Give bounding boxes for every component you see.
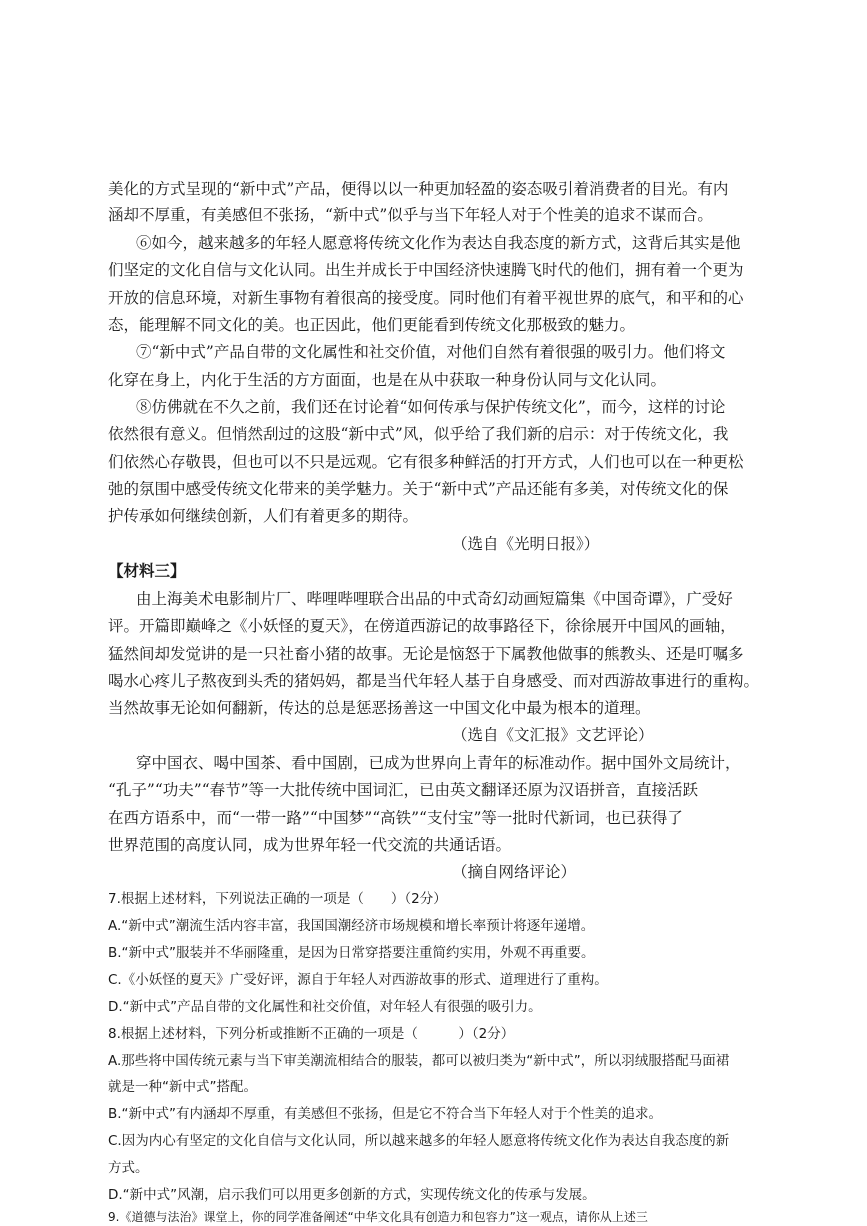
material2-line-1: 美化的方式呈现的“新中式”产品，便得以以一种更加轻盈的姿态吸引着消费者的目光。有内 [108,180,729,198]
question-8-option-c-line-2: 方式。 [108,1160,149,1176]
material2-line-6: 态，能理解不同文化的美。也正因此，他们更能看到传统文化那极致的魅力。 [108,316,636,334]
material2-line-2: 涵却不厚重，有美感但不张扬，“新中式”似乎与当下年轻人对于个性美的追求不谋而合。 [108,206,713,224]
material3-p1-line-4: 喝水心疼儿子熬夜到头秃的猪妈妈，都是当代年轻人基于自身感受、而对西游故事进行的重构。 [108,672,760,690]
question-9-stem-line-1: 9.《道德与法治》课堂上，你的同学准备阐述“中华文化具有创造力和包容力”这一观点，请你从上述三 [108,1210,648,1224]
question-8-option-c-line-1: C.因为内心有坚定的文化自信与文化认同，所以越来越多的年轻人愿意将传统文化作为表达自我态度的新 [108,1133,730,1149]
material2-line-5: 开放的信息环境，对新生事物有着很高的接受度。同时他们有着平视世界的底气，和平和的心 [108,289,744,307]
material2-line-12: 弛的氛围中感受传统文化带来的美学魅力。关于“新中式”产品还能有多美，对传统文化的保 [108,480,729,498]
question-7-option-a: A.“新中式”潮流生活内容丰富，我国国潮经济市场规模和增长率预计将逐年递增。 [108,918,595,934]
material3-p2-line-1: 穿中国衣、喝中国茶、看中国剧，已成为世界向上青年的标准动作。据中国外文局统计， [136,754,741,772]
material2-line-8: 化穿在身上，内化于生活的方方面面，也是在从中获取一种身份认同与文化认同。 [108,371,667,389]
material2-line-10: 依然很有意义。但悄然刮过的这股“新中式”风，似乎给了我们新的启示：对于传统文化，我 [108,425,729,443]
question-7-stem: 7.根据上述材料，下列说法正确的一项是（ ）（2分） [108,891,447,907]
material2-line-13: 护传承如何继续创新，人们有着更多的期待。 [108,507,419,525]
question-7-option-d: D.“新中式”产品自带的文化属性和社交价值，对年轻人有很强的吸引力。 [108,999,542,1015]
material2-source: （选自《光明日报》） [452,535,600,553]
question-8-stem: 8.根据上述材料，下列分析或推断不正确的一项是（ ）（2分） [108,1026,515,1042]
question-8-option-a-line-2: 就是一种“新中式”搭配。 [108,1079,257,1095]
material2-line-3: ⑥如今，越来越多的年轻人愿意将传统文化作为表达自我态度的新方式，这背后其实是他 [136,234,741,252]
question-8-option-a-line-1: A.那些将中国传统元素与当下审美潮流相结合的服装，都可以被归类为“新中式”，所以羽绒服搭配马面裙 [108,1053,730,1069]
material3-p2-line-2: “孔子”“功夫”“春节”等一大批传统中国词汇，已由英文翻译还原为汉语拼音，直接活跃 [108,781,699,799]
material3-p1-line-5: 当然故事无论如何翻新，传达的总是惩恶扬善这一中国文化中最为根本的道理。 [108,699,651,717]
material3-header: 【材料三】 [108,562,186,580]
material3-p1-line-3: 猛然间却发觉讲的是一只社畜小猪的故事。无论是恼怒于下属教他做事的熊教头、还是叮嘱多 [108,645,744,663]
material3-p1-line-1: 由上海美术电影制片厂、哔哩哔哩联合出品的中式奇幻动画短篇集《中国奇谭》，广受好 [136,590,733,608]
question-8-option-d: D.“新中式”风潮，启示我们可以用更多创新的方式，实现传统文化的传承与发展。 [108,1187,596,1203]
material3-p1-line-2: 评。开篇即巅峰之《小妖怪的夏天》，在傍道西游记的故事路径下，徐徐展开中国风的画轴， [108,617,736,635]
question-7-option-b: B.“新中式”服装并不华丽隆重，是因为日常穿搭要注重简约实用，外观不再重要。 [108,945,595,961]
question-8-option-b: B.“新中式”有内涵却不厚重，有美感但不张扬，但是它不符合当下年轻人对于个性美的追求。 [108,1106,663,1122]
material3-source-1: （选自《文汇报》文艺评论） [452,726,654,744]
material2-line-7: ⑦“新中式”产品自带的文化属性和社交价值，对他们自然有着很强的吸引力。他们将文 [136,343,726,361]
material3-p2-line-4: 世界范围的高度认同，成为世界年轻一代交流的共通话语。 [108,836,512,854]
question-7-option-c: C.《小妖怪的夏天》广受好评，源自于年轻人对西游故事的形式、道理进行了重构。 [108,972,608,988]
material3-source-2: （摘自网络评论） [452,863,577,881]
material2-line-4: 们坚定的文化自信与文化认同。出生并成长于中国经济快速腾飞时代的他们，拥有着一个更为 [108,261,744,279]
material3-p2-line-3: 在西方语系中，而“一带一路”“中国梦”“高铁”“支付宝”等一批时代新词，也已获得了 [108,809,683,827]
material2-line-11: 们依然心存敬畏，但也可以不只是远观。它有很多种鲜活的打开方式，人们也可以在一种更松 [108,453,744,471]
material2-line-9: ⑧仿佛就在不久之前，我们还在讨论着“如何传承与保护传统文化”，而今，这样的讨论 [136,398,726,416]
